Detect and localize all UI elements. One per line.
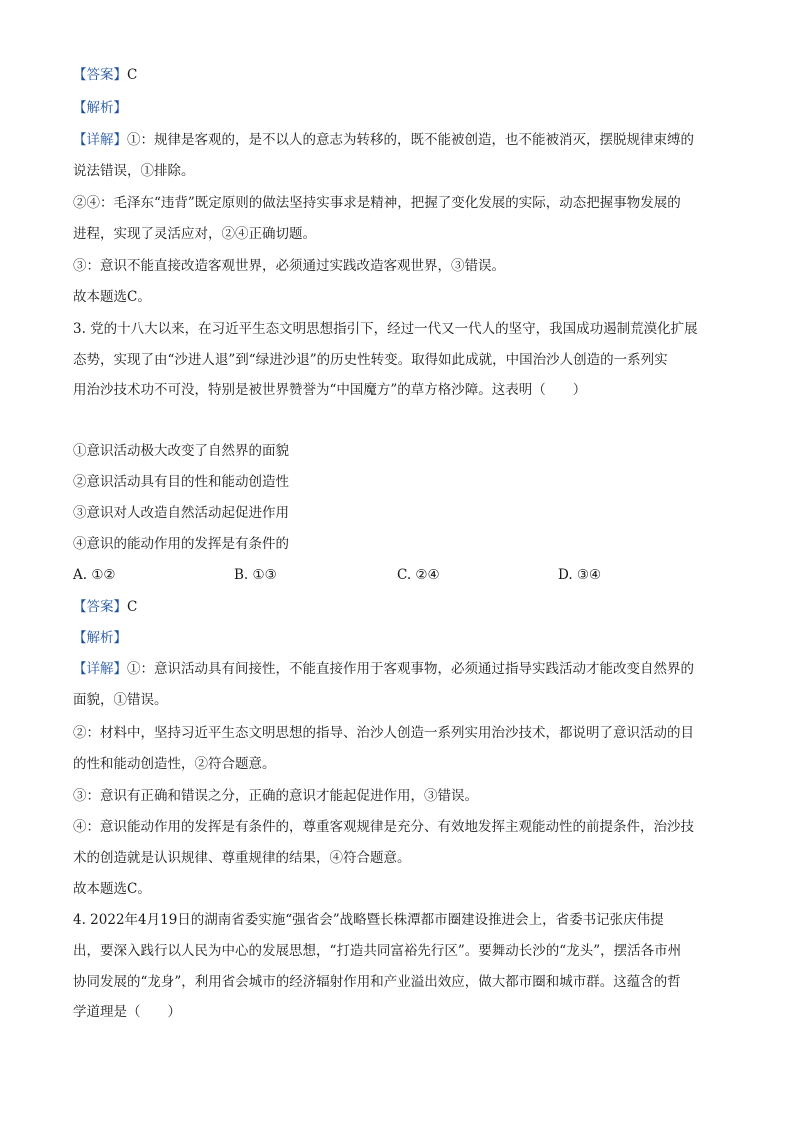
q3-stem-line: 用治沙技术功不可没，特别是被世界赞誉为“中国魔方”的草方格沙障。这表明（ ）: [73, 382, 587, 398]
answer-tag: 【答案】: [73, 67, 127, 83]
detail-text: ①：意识活动具有间接性，不能直接作用于客观事物，必须通过指导实践活动才能改变自然界的: [127, 661, 694, 677]
q3-stem-line: 态势，实现了由“沙进人退”到“绿进沙退”的历史性转变。取得如此成就，中国治沙人创造的一系列实: [73, 352, 668, 368]
q3-detail-line: ③：意识有正确和错误之分，正确的意识才能起促进作用，③错误。: [73, 788, 478, 804]
analysis-tag: 【解析】: [73, 630, 127, 646]
q3-statement: ①意识活动极大改变了自然界的面貌: [73, 443, 289, 459]
q2-detail-line: ③：意识不能直接改造客观世界，必须通过实践改造客观世界，③错误。: [73, 258, 505, 274]
q4-stem-line: 协同发展的“龙身”，利用省会城市的经济辐射作用和产业溢出效应，做大都市圈和城市群。这蕴含的哲: [73, 974, 681, 990]
analysis-tag: 【解析】: [73, 100, 127, 116]
q4-stem-line: 出，要深入践行以人民为中心的发展思想，“打造共同富裕先行区”。要舞动长沙的“龙头”，摆活各市州: [73, 943, 682, 959]
q2-detail-line: [73, 131, 723, 149]
answer-value: C: [127, 67, 138, 83]
detail-tag: 【详解】: [73, 661, 127, 677]
q3-conclusion: 故本题选C。: [73, 881, 151, 897]
answer-tag: 【答案】: [73, 599, 127, 615]
q2-answer-line: [73, 66, 723, 84]
q3-option-c: C. ②④: [397, 567, 440, 583]
q3-option-b: B. ①③: [234, 567, 277, 583]
q3-statement: ④意识的能动作用的发挥是有条件的: [73, 536, 289, 552]
q4-stem-line: 4. 2022年4月19日的湖南省委实施“强省会”战略暨长株潭都市圈建设推进会上，省委书记张庆伟提: [73, 912, 664, 928]
q3-detail-line: [73, 660, 723, 678]
q2-detail-line: 说法错误，①排除。: [73, 163, 195, 179]
q2-detail-line: 进程，实现了灵活应对，②④正确切题。: [73, 226, 316, 242]
q3-detail-line: 术的创造就是认识规律、尊重规律的结果，④符合题意。: [73, 850, 411, 866]
q3-detail-line: ②：材料中，坚持习近平生态文明思想的指导、治沙人创造一系列实用治沙技术，都说明了意识活动的目: [73, 725, 694, 741]
q4-stem-line: 学道理是（ ）: [73, 1004, 181, 1020]
q3-detail-line: ④：意识能动作用的发挥是有条件的，尊重客观规律是充分、有效地发挥主观能动性的前提条件，治沙技: [73, 819, 694, 835]
q3-option-d: D. ③④: [558, 567, 602, 583]
detail-tag: 【详解】: [73, 132, 127, 148]
q2-analysis-line: [73, 99, 723, 117]
q3-stem-line: 3. 党的十八大以来，在习近平生态文明思想指引下，经过一代又一代人的坚守，我国成功遏制荒漠化扩展: [73, 321, 698, 337]
q3-answer-line: [73, 598, 723, 616]
q2-detail-line: ②④：毛泽东“违背”既定原则的做法坚持实事求是精神，把握了变化发展的实际，动态把握事物发展的: [73, 195, 681, 211]
q3-detail-line: 的性和能动创造性，②符合题意。: [73, 756, 276, 772]
detail-text: ①：规律是客观的，是不以人的意志为转移的，既不能被创造，也不能被消灭，摆脱规律束缚的: [127, 132, 694, 148]
q3-detail-line: 面貌，①错误。: [73, 692, 168, 708]
q2-conclusion: 故本题选C。: [73, 289, 151, 305]
answer-value: C: [127, 599, 138, 615]
q3-analysis-line: [73, 629, 723, 647]
q3-statement: ②意识活动具有目的性和能动创造性: [73, 474, 289, 490]
q3-option-a: A. ①②: [73, 567, 116, 583]
q3-statement: ③意识对人改造自然活动起促进作用: [73, 505, 289, 521]
